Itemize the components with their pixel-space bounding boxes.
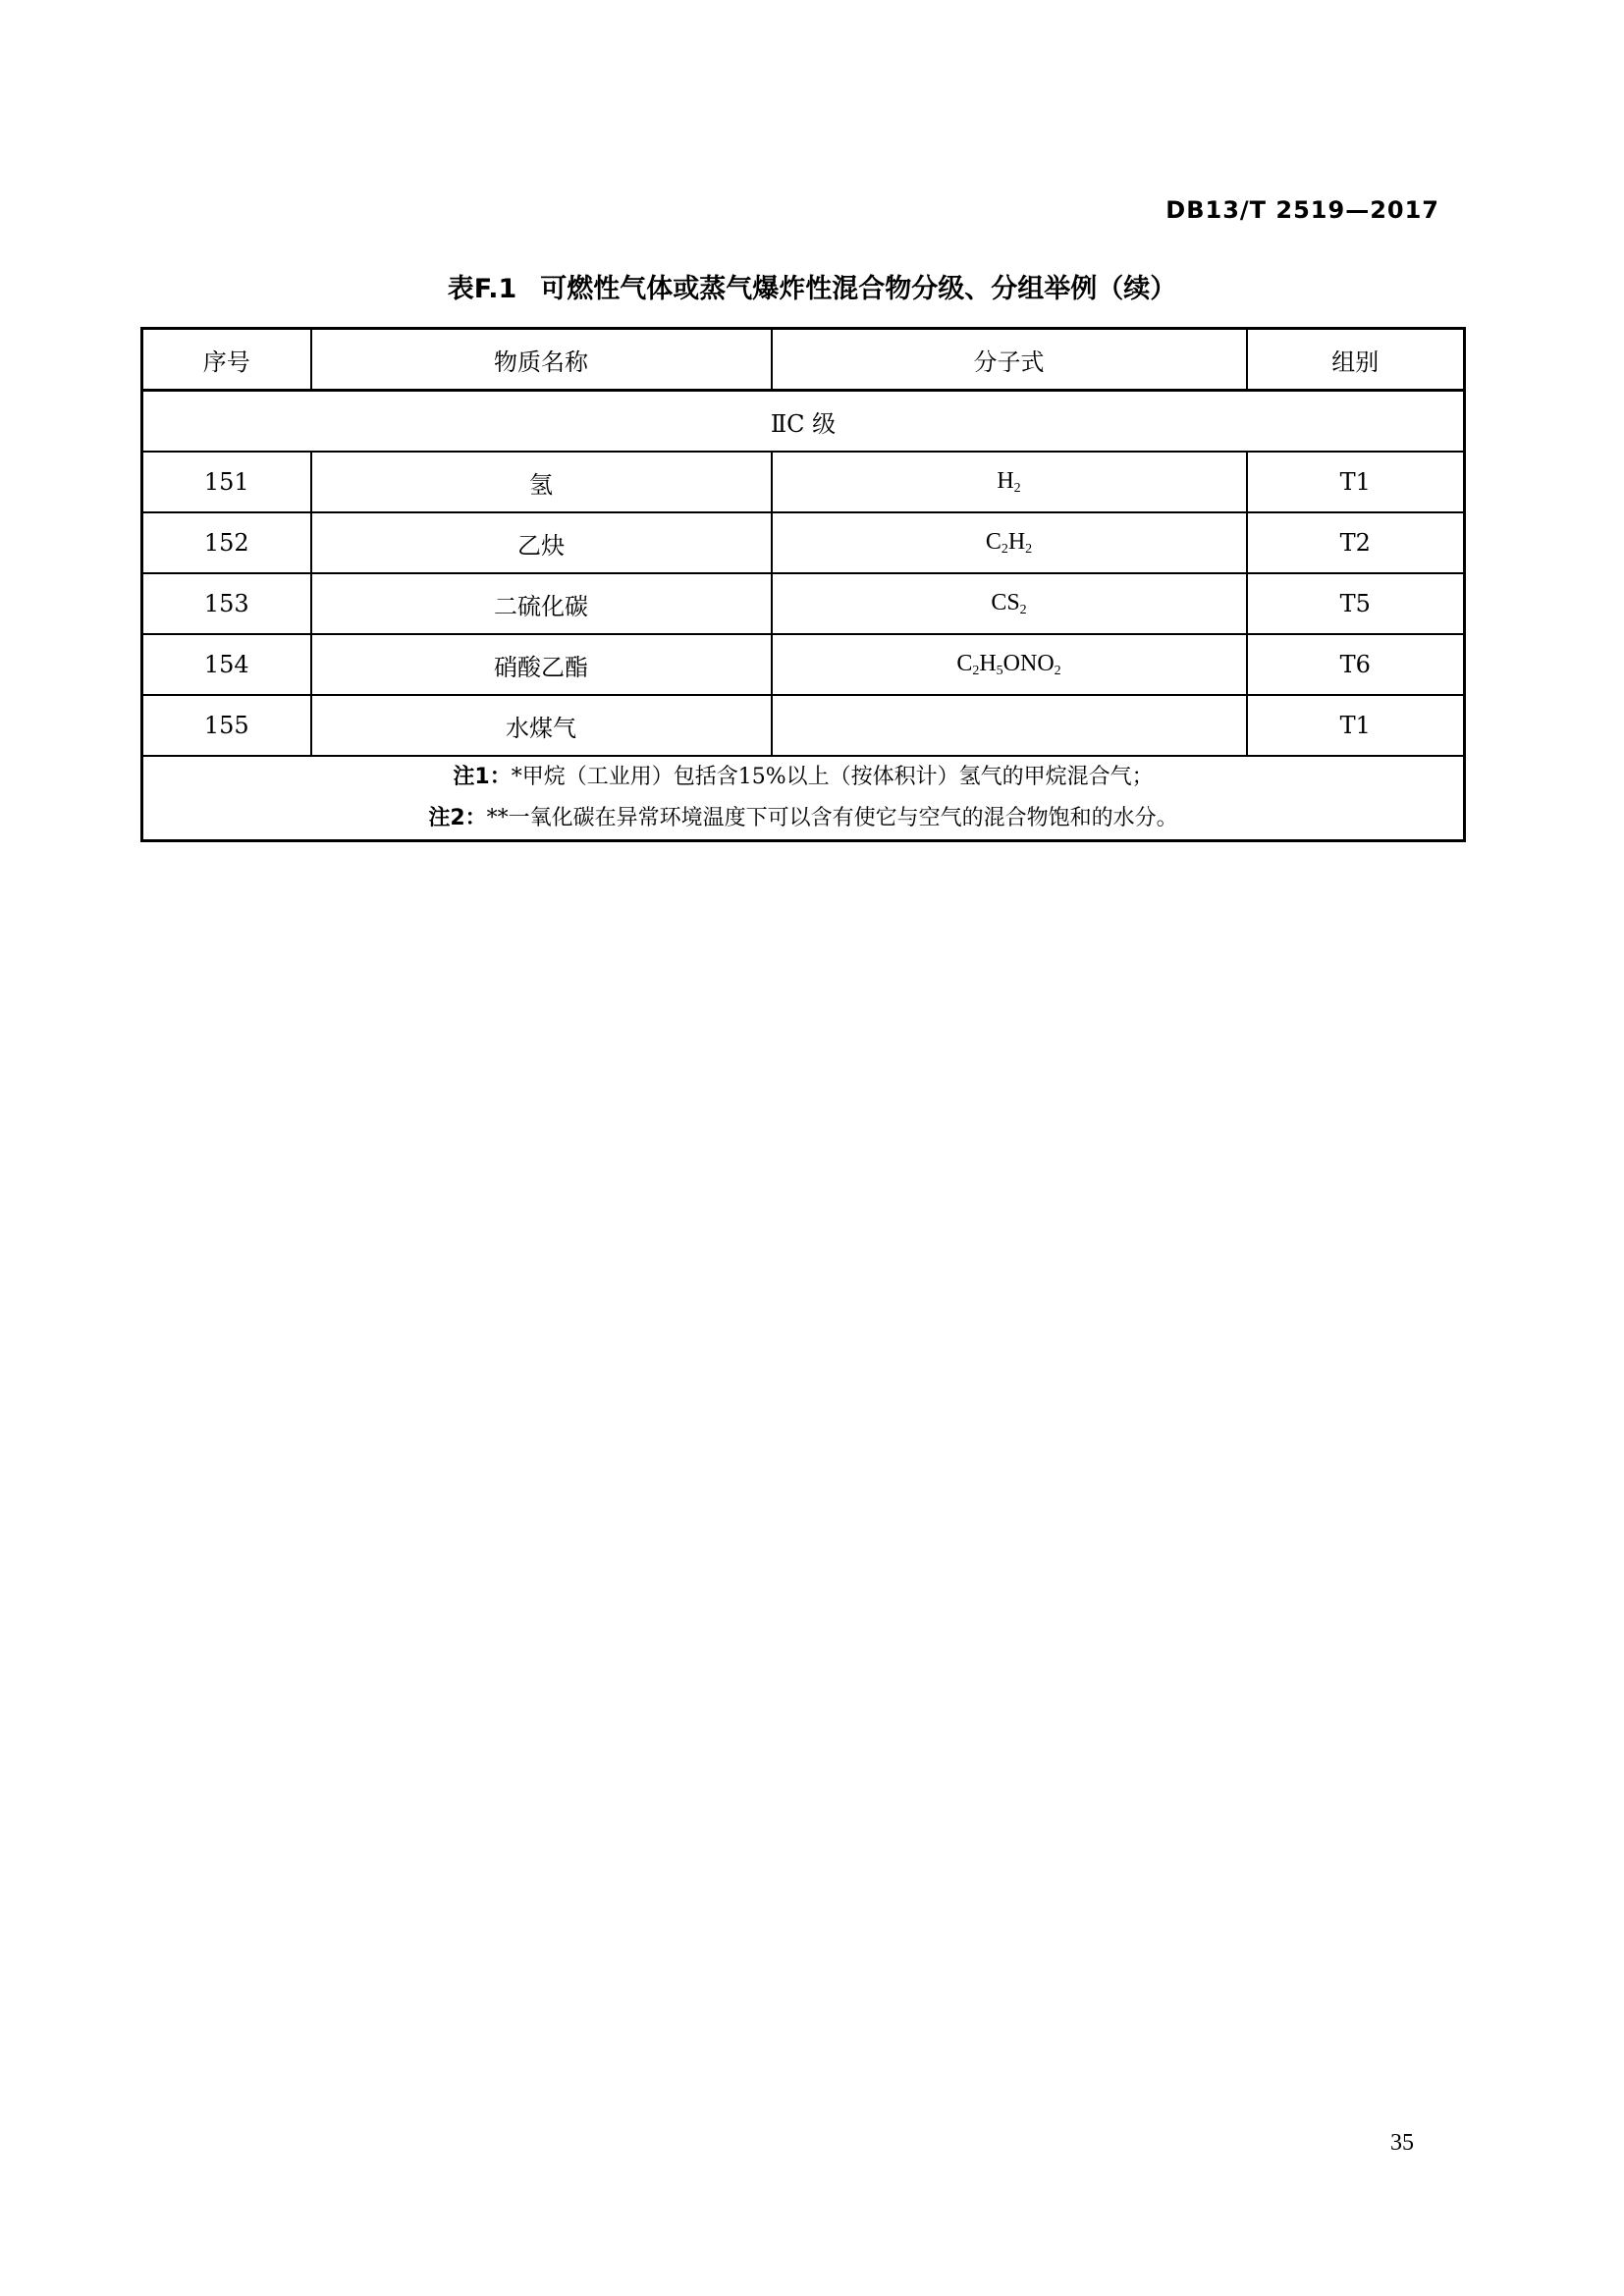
table-row — [142, 452, 1465, 512]
notes-row — [142, 756, 1465, 841]
formula-element: C — [956, 650, 973, 676]
note-1-text: *甲烷（工业用）包括含15%以上（按体积计）氢气的甲烷混合气； — [511, 765, 1154, 789]
row-serial-no: 155 — [142, 695, 311, 756]
row-molecular-formula — [772, 634, 1247, 695]
formula-element: ONO — [1002, 650, 1055, 676]
row-substance-name: 二硫化碳 — [311, 573, 772, 634]
table-row — [142, 512, 1465, 573]
table-row — [142, 695, 1465, 756]
table-title-text: 可燃性气体或蒸气爆炸性混合物分级、分组举例（续） — [540, 274, 1177, 304]
row-serial-no: 153 — [142, 573, 311, 634]
formula-subscript: 2 — [1019, 602, 1027, 617]
document-code: DB13/T 2519—2017 — [1165, 196, 1439, 224]
formula-subscript: 2 — [1025, 541, 1033, 557]
row-molecular-formula — [772, 512, 1247, 573]
row-molecular-formula — [772, 695, 1247, 756]
formula-element: H — [979, 650, 997, 676]
note-2-label: 注2： — [428, 806, 487, 830]
row-molecular-formula — [772, 573, 1247, 634]
header-temperature-group: 组别 — [1247, 329, 1465, 391]
group-row — [142, 391, 1465, 453]
formula-subscript: 2 — [1054, 663, 1061, 678]
note-1 — [143, 757, 1463, 798]
note-2-text: **一氧化碳在异常环境温度下可以含有使它与空气的混合物饱和的水分。 — [486, 806, 1178, 830]
row-substance-name: 硝酸乙酯 — [311, 634, 772, 695]
formula-element: H — [1007, 528, 1026, 555]
formula-subscript: 2 — [1013, 480, 1021, 496]
row-molecular-formula — [772, 452, 1247, 512]
header-serial-no: 序号 — [142, 329, 311, 391]
table-row — [142, 634, 1465, 695]
row-serial-no: 154 — [142, 634, 311, 695]
row-serial-no: 151 — [142, 452, 311, 512]
formula-element: C — [985, 528, 1001, 555]
note-2 — [143, 798, 1463, 839]
formula-subscript: 2 — [1001, 541, 1008, 557]
row-temperature-group: T5 — [1247, 573, 1465, 634]
formula-element: CS — [991, 589, 1020, 615]
row-substance-name: 氢 — [311, 452, 772, 512]
row-substance-name: 水煤气 — [311, 695, 772, 756]
note-1-label: 注1： — [453, 765, 512, 789]
row-temperature-group: T1 — [1247, 452, 1465, 512]
row-temperature-group: T2 — [1247, 512, 1465, 573]
table-notes — [142, 756, 1465, 841]
formula-subscript: 2 — [972, 663, 980, 678]
group-label: ⅡC 级 — [142, 391, 1465, 453]
row-temperature-group: T1 — [1247, 695, 1465, 756]
row-temperature-group: T6 — [1247, 634, 1465, 695]
table-header-row — [142, 329, 1465, 391]
table-number: 表F.1 — [447, 274, 517, 304]
header-substance-name: 物质名称 — [311, 329, 772, 391]
header-molecular-formula: 分子式 — [772, 329, 1247, 391]
row-substance-name: 乙炔 — [311, 512, 772, 573]
formula-element: H — [997, 467, 1014, 494]
table-title — [0, 267, 1624, 305]
formula-subscript: 5 — [996, 663, 1003, 678]
classification-table — [140, 327, 1466, 842]
row-serial-no: 152 — [142, 512, 311, 573]
page-number: 35 — [1390, 2130, 1414, 2156]
table-row — [142, 573, 1465, 634]
